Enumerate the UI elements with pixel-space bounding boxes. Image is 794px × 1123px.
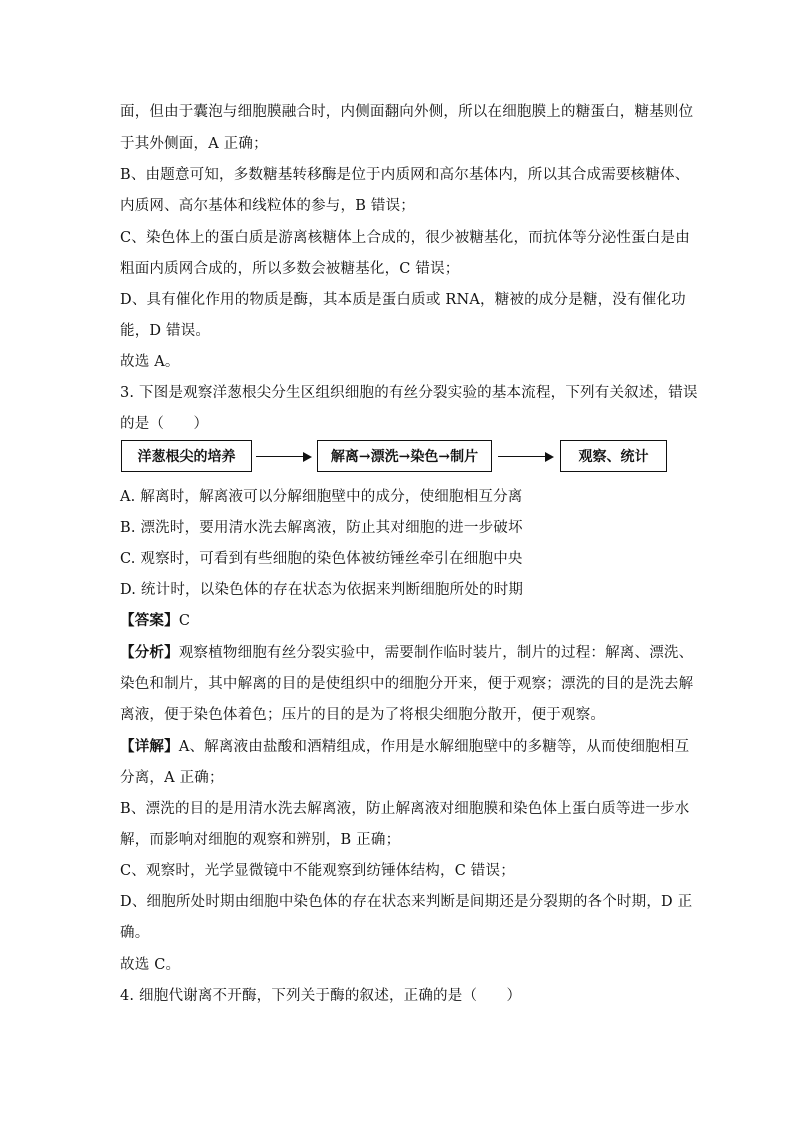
question-3-stem: 的是（ ）: [120, 416, 209, 432]
flow-step-culture: 洋葱根尖的培养: [121, 440, 252, 472]
flow-step-preparation: 解离→漂洗→染色→制片: [317, 440, 492, 472]
option-d: D. 统计时，以染色体的存在状态为依据来判断细胞所处的时期: [120, 582, 524, 598]
option-a: A. 解离时，解离液可以分解细胞壁中的成分，使细胞相互分离: [120, 489, 523, 505]
analysis-label: 【分析】: [120, 644, 179, 661]
analysis-text: 染色和制片，其中解离的目的是使组织中的细胞分开来，便于观察；漂洗的目的是洗去解: [120, 676, 694, 692]
detail-label: 【详解】: [120, 738, 179, 755]
answer-line: [120, 611, 680, 631]
question-3-stem: 3. 下图是观察洋葱根尖分生区组织细胞的有丝分裂实验的基本流程，下列有关叙述，错误: [120, 385, 698, 401]
detail-text: 确。: [120, 925, 150, 941]
text-line: B、由题意可知，多数糖基转移酶是位于内质网和高尔基体内，所以其合成需要核糖体、: [120, 167, 690, 183]
detail-text: C、观察时，光学显微镜中不能观察到纺锤体结构，C 错误；: [120, 863, 515, 879]
answer-value: C: [178, 613, 191, 629]
detail-text: B、漂洗的目的是用清水洗去解离液，防止解离液对细胞膜和染色体上蛋白质等进一步水: [120, 801, 690, 817]
question-4-stem: 4. 细胞代谢离不开酶，下列关于酶的叙述，正确的是（ ）: [120, 988, 522, 1004]
detail-text: 故选 C。: [120, 957, 181, 973]
analysis-line: [120, 643, 694, 663]
detail-line: [120, 737, 690, 757]
detail-text: A、解离液由盐酸和酒精组成，作用是水解细胞壁中的多糖等，从而使细胞相互: [178, 739, 690, 755]
text-line: C、染色体上的蛋白质是游离核糖体上合成的，很少被糖基化，而抗体等分泌性蛋白是由: [120, 230, 690, 246]
answer-label: 【答案】: [120, 612, 179, 629]
text-line: 故选 A。: [120, 354, 180, 370]
detail-text: D、细胞所处时期由细胞中染色体的存在状态来判断是间期还是分裂期的各个时期，D 正: [120, 894, 693, 910]
analysis-text: 离液，便于染色体着色；压片的目的是为了将根尖细胞分散开，便于观察。: [120, 707, 606, 723]
option-c: C. 观察时，可看到有些细胞的染色体被纺锤丝牵引在细胞中央: [120, 551, 523, 567]
text-line: 内质网、高尔基体和线粒体的参与，B 错误；: [120, 198, 415, 214]
analysis-text: 观察植物细胞有丝分裂实验中，需要制作临时装片，制片的过程：解离、漂洗、: [178, 645, 694, 661]
text-line: 粗面内质网合成的，所以多数会被糖基化，C 错误；: [120, 261, 460, 277]
flowchart: [0, 440, 794, 476]
detail-text: 解，而影响对细胞的观察和辨别，B 正确；: [120, 832, 401, 848]
flow-step-observe: 观察、统计: [560, 440, 667, 472]
detail-text: 分离，A 正确；: [120, 770, 224, 786]
flow-arrow: [256, 456, 310, 457]
text-line: 能，D 错误。: [120, 323, 211, 339]
option-b: B. 漂洗时，要用清水洗去解离液，防止其对细胞的进一步破坏: [120, 520, 523, 536]
flow-arrow: [498, 456, 552, 457]
text-line: D、具有催化作用的物质是酶，其本质是蛋白质或 RNA，糖被的成分是糖，没有催化功: [120, 292, 686, 308]
text-line: 于其外侧面，A 正确；: [120, 136, 268, 152]
text-line: 面，但由于囊泡与细胞膜融合时，内侧面翻向外侧，所以在细胞膜上的糖蛋白，糖基则位: [120, 104, 694, 120]
